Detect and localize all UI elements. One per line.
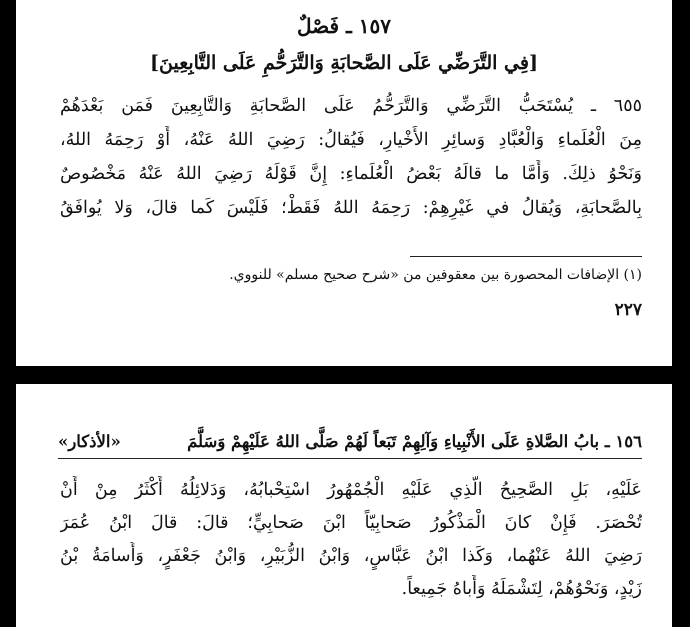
paragraph-line: تُحْصَرَ. فَإِنْ كانَ الْمَذْكُورُ صَحابِيّاً ابْنَ صَحابِيٍّ؛ قالَ: قالَ ابْنُ عُمَرَ	[60, 513, 642, 533]
paragraph-line: ٦٥٥ ـ يُسْتَحَبُّ التَّرَضِّي وَالتَّرَحُّمُ عَلَى الصَّحابَةِ وَالتَّابِعِينَ فَمَن بَعْدَهُمْ	[60, 96, 642, 116]
paragraph-line: بِالصَّحابَةِ، وَيُقالُ في غَيْرِهِمْ: رَحِمَهُ اللهُ فَقَطْ؛ فَلَيْسَ كَما قالَ، وَلا يُوافَقُ	[60, 198, 642, 218]
section-subtitle: [فِي التَّرَضِّي عَلَى الصَّحابَةِ وَالتَّرَحُّمِ عَلَى التَّابِعِينَ]	[150, 52, 538, 74]
page-number: ٢٢٧	[614, 300, 642, 320]
footnote-rule	[410, 256, 642, 257]
running-head-rule	[58, 458, 642, 459]
top-page	[16, 0, 672, 366]
section-title: ١٥٧ ـ فَصْلٌ	[296, 14, 392, 38]
paragraph-line: زَيْدٍ، وَنَحْوُهُمْ، لِتَشْمَلَهُ وَأَباهُ جَمِيعاً.	[401, 579, 642, 599]
running-head-book: «الأذكار»	[58, 432, 121, 451]
paragraph-line: وَنَحْوُ ذلِكَ. وَأَمَّا ما قالَهُ بَعْضُ الْعُلَماءِ: إِنَّ قَوْلَهُ رَضِيَ اللهُ عَنْهُ مَخْصُوصٌ	[60, 164, 642, 184]
paragraph-line: رَضِيَ اللهُ عَنْهُما، وَكَذا ابْنُ عَبَّاسٍ، وَابْنُ الزُّبَيْرِ، وَابْنُ جَعْفَرٍ، وَأُسامَةُ بْنُ	[60, 546, 642, 566]
running-head-title: ١٥٦ ـ بابُ الصَّلاةِ عَلَى الأَنْبِياءِ وَآلِهِمْ تَبَعاً لَهُمْ صَلَّى اللهُ عَلَيْهِمْ وَسَلَّمَ	[187, 432, 642, 451]
paragraph-line: مِنَ الْعُلَماءِ وَالْعُبَّادِ وَسائِرِ الأَخْيارِ، فَيُقالُ: رَضِيَ اللهُ عَنْهُ، أَوْ رَحِمَهُ اللهُ،	[60, 130, 642, 150]
bottom-page	[16, 384, 672, 627]
footnote: (١) الإضافات المحصورة بين معقوفين من «شرح صحيح مسلم» للنووي.	[229, 267, 642, 283]
running-head	[58, 428, 642, 456]
paragraph-line: عَلَيْهِ، بَلِ الصَّحِيحُ الَّذِي عَلَيْهِ الْجُمْهُورُ اسْتِحْبابُهُ، وَدَلائِلُهُ أَكْثَرُ مِنْ أَنْ	[60, 480, 642, 500]
